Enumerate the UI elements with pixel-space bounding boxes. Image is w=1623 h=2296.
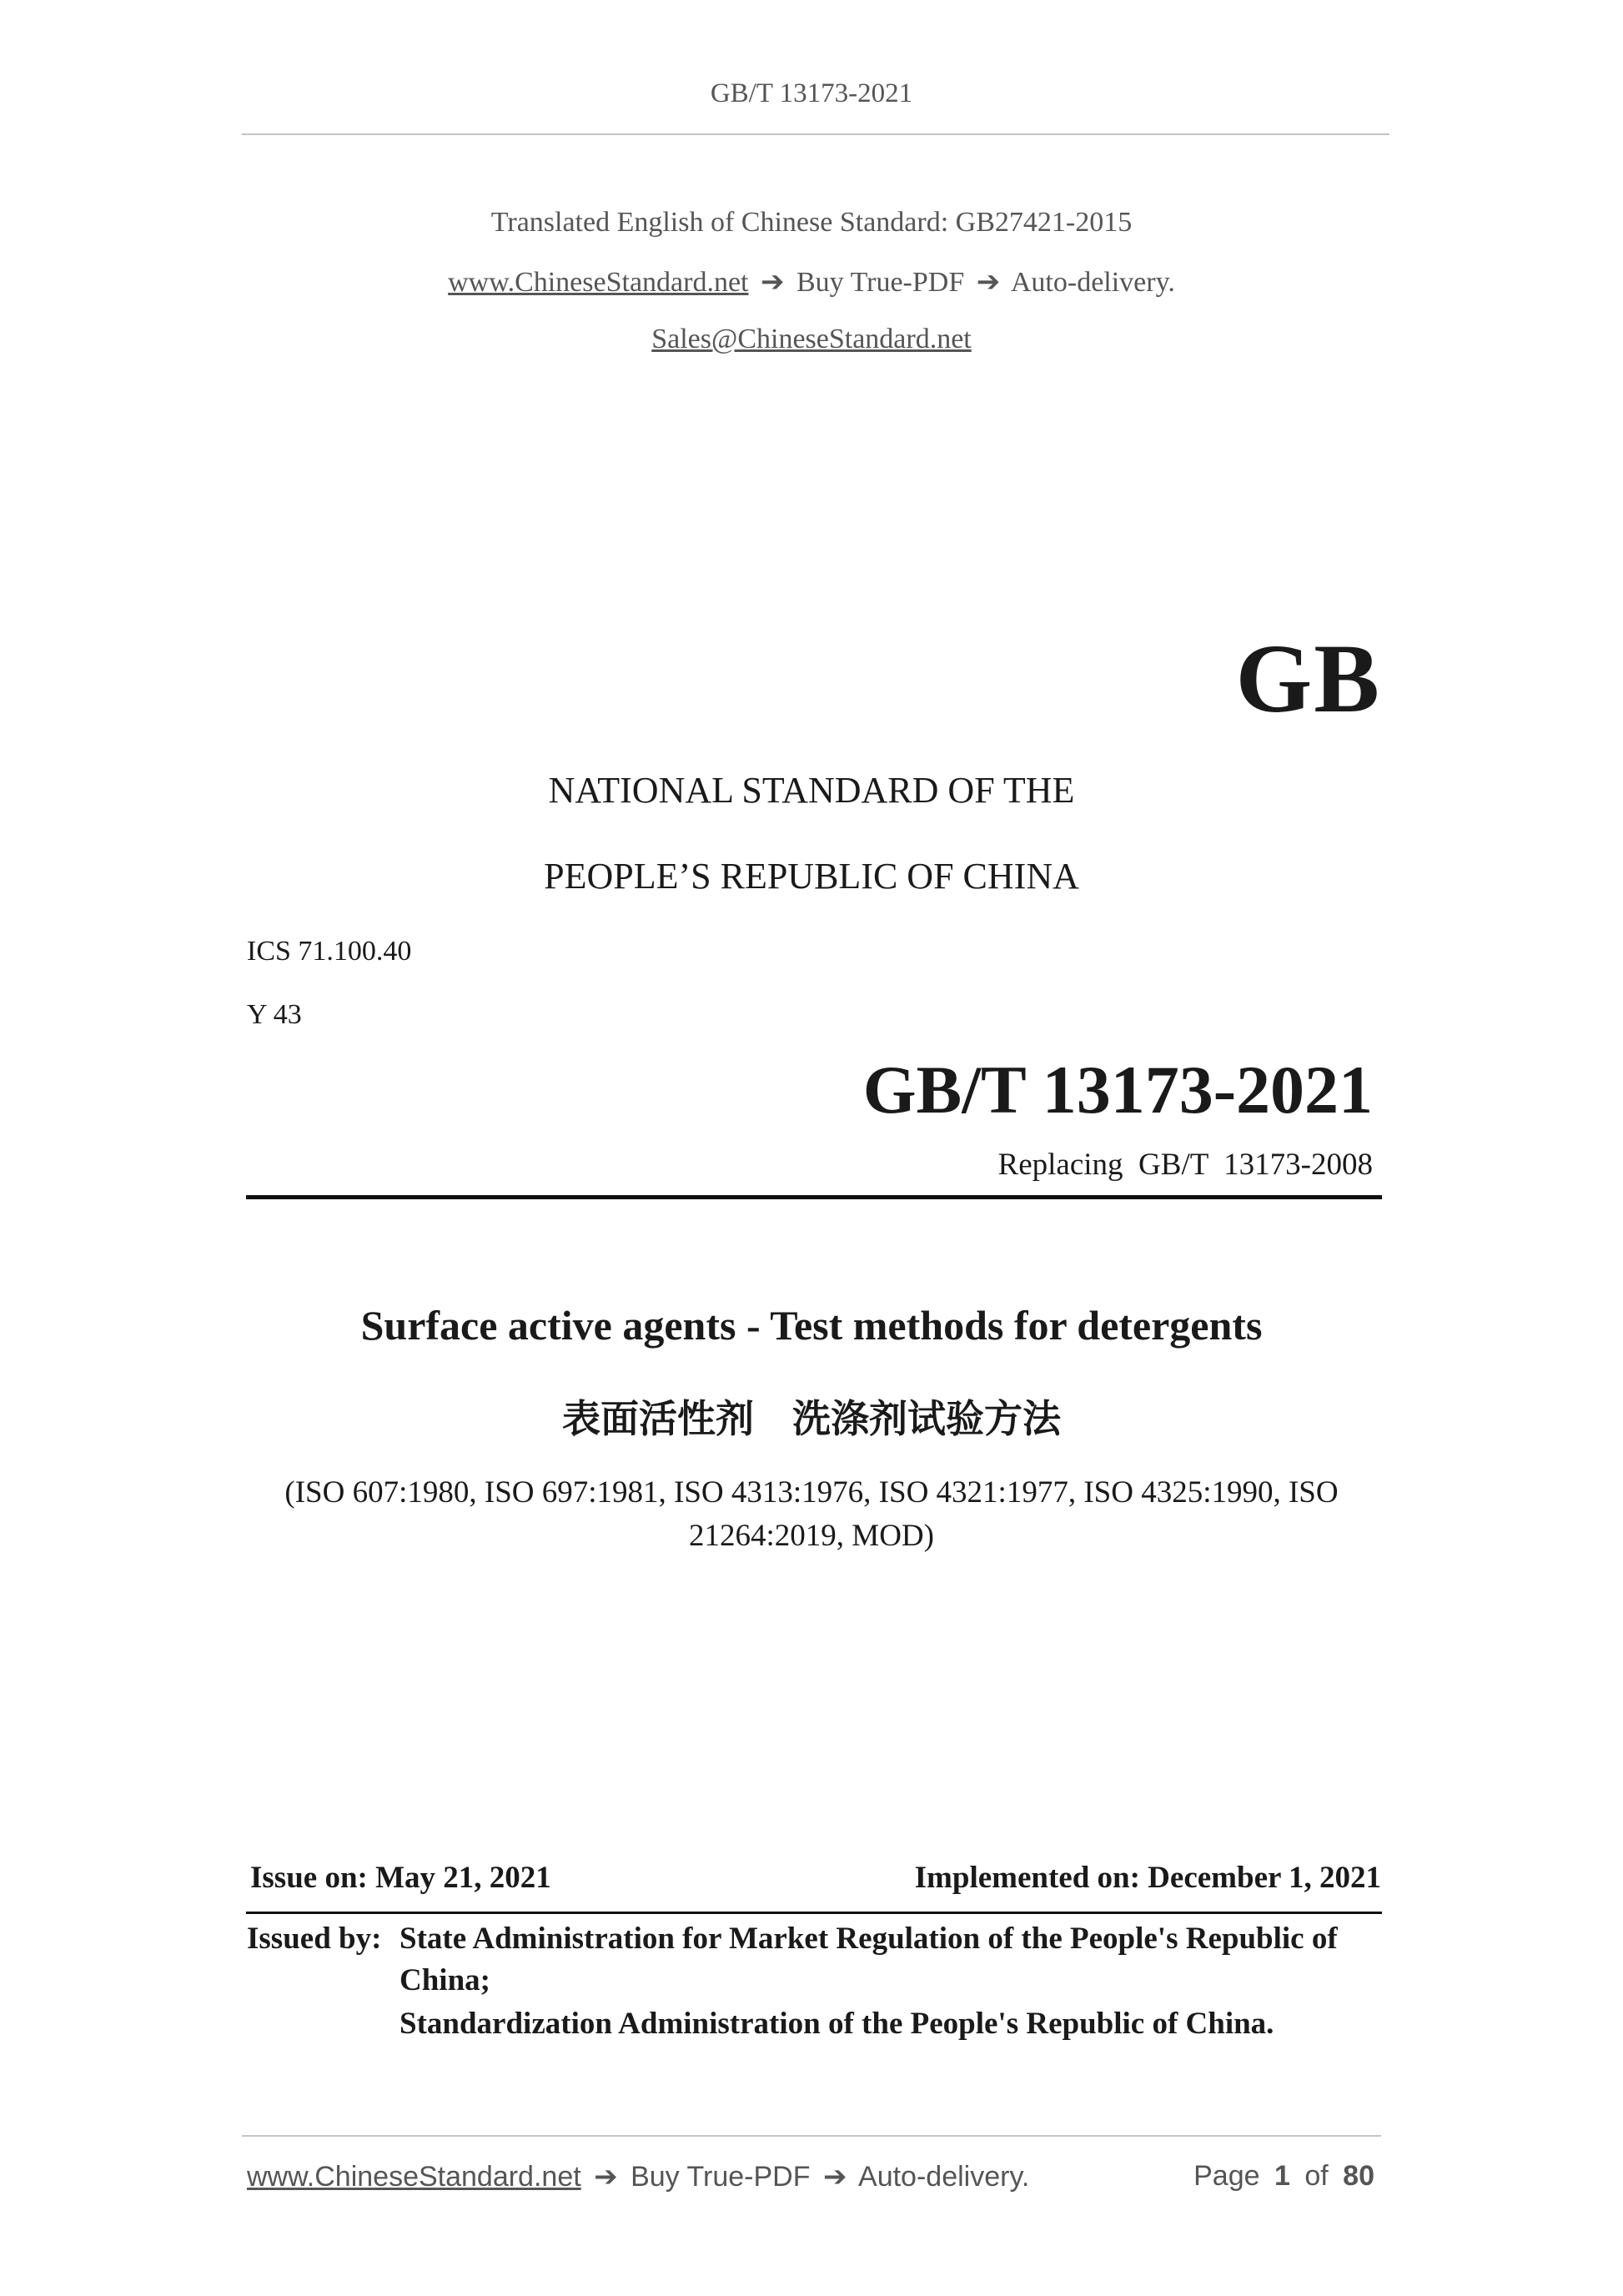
footer-delivery-text: Auto-delivery. — [858, 2161, 1030, 2193]
iso-equivalence-line2: 21264:2019, MOD) — [689, 1519, 934, 1553]
footer-site-link[interactable]: www.ChineseStandard.net — [247, 2161, 581, 2193]
footer-links — [247, 2160, 1029, 2193]
arrow-right-icon: ➔ — [822, 2161, 847, 2193]
national-standard-line2: PEOPLE’S REPUBLIC OF CHINA — [544, 856, 1079, 897]
issue-date: Issue on: May 21, 2021 — [250, 1861, 551, 1895]
banner-line2 — [0, 265, 1623, 299]
ics-code: ICS 71.100.40 — [247, 936, 412, 967]
banner-buy-text: Buy True-PDF — [796, 267, 965, 298]
banner-email-link[interactable]: Sales@ChineseStandard.net — [651, 324, 972, 354]
footer-buy-text: Buy True-PDF — [631, 2161, 811, 2193]
page-number: 1 — [1274, 2160, 1290, 2192]
standard-number: GB/T 13173-2021 — [862, 1052, 1373, 1128]
arrow-right-icon: ➔ — [976, 267, 1001, 298]
national-standard-line1: NATIONAL STANDARD OF THE — [548, 770, 1075, 811]
implemented-date: Implemented on: December 1, 2021 — [914, 1861, 1381, 1895]
banner-line1: Translated English of Chinese Standard: GB27421-2015 — [490, 207, 1133, 238]
class-code: Y 43 — [247, 999, 302, 1030]
page-indicator — [1193, 2160, 1374, 2193]
issuer-line2: China; — [399, 1963, 490, 1997]
issuer-line1: State Administration for Market Regulation of the People's Republic of — [399, 1922, 1338, 1956]
banner-line3 — [0, 324, 1623, 355]
page-label: Page — [1193, 2160, 1260, 2192]
banner-delivery-text: Auto-delivery. — [1010, 267, 1175, 298]
page-total: 80 — [1343, 2160, 1374, 2192]
iso-equivalence-line1: (ISO 607:1980, ISO 697:1981, ISO 4313:1976, ISO 4321:1977, ISO 4325:1990, ISO — [284, 1475, 1339, 1510]
title-chinese: 表面活性剂 洗涤剂试验方法 — [562, 1397, 1061, 1440]
title-divider — [246, 1195, 1382, 1199]
footer-divider — [242, 2135, 1381, 2137]
title-english: Surface active agents - Test methods for detergents — [360, 1302, 1263, 1349]
issued-by-label: Issued by: — [247, 1922, 382, 1956]
gb-logo: GB — [1235, 624, 1381, 733]
header-divider — [242, 133, 1389, 135]
banner-site-link[interactable]: www.ChineseStandard.net — [448, 267, 749, 298]
arrow-right-icon: ➔ — [594, 2161, 618, 2193]
of-label: of — [1304, 2160, 1329, 2192]
issuer-line3: Standardization Administration of the People's Republic of China. — [399, 2007, 1274, 2041]
replacing-note: Replacing GB/T 13173-2008 — [997, 1148, 1373, 1182]
arrow-right-icon: ➔ — [761, 267, 785, 298]
dates-divider — [246, 1912, 1382, 1914]
running-header: GB/T 13173-2021 — [710, 78, 913, 108]
